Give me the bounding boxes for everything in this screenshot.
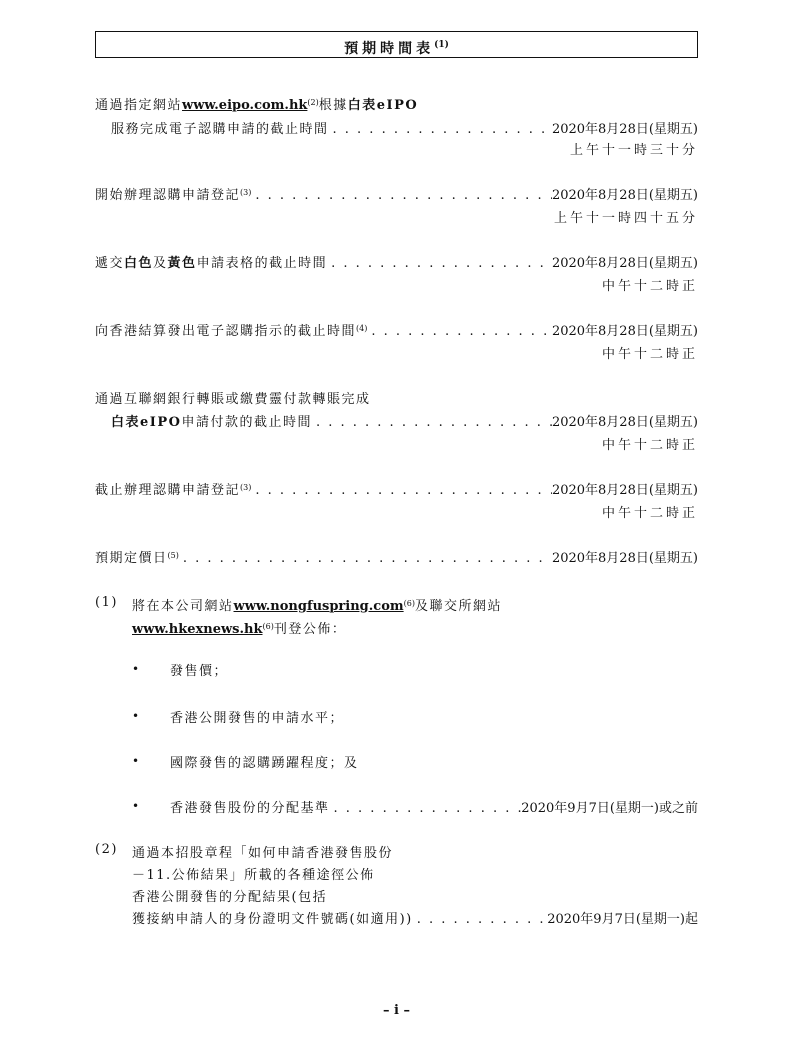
payment-label: 白表eIPO申請付款的截止時間 bbox=[111, 415, 312, 430]
leader-dots bbox=[329, 122, 552, 137]
forms-label: 遞交白色及黃色申請表格的截止時間 bbox=[95, 256, 328, 271]
price-date: 2020年8月28日(星期五) bbox=[551, 551, 698, 566]
payment-line1: 通過互聯網銀行轉賬或繳費靈付款轉賬完成 bbox=[95, 392, 371, 407]
bullet: • bbox=[132, 662, 140, 676]
payment-date: 2020年8月28日(星期五) bbox=[551, 415, 698, 430]
eipo-link[interactable]: www.eipo.com.hk bbox=[182, 98, 308, 113]
note2-line3: 香港公開發售的分配結果(包括 bbox=[132, 890, 328, 905]
page-number: – i – bbox=[383, 1003, 410, 1018]
note2-number: (2) bbox=[95, 842, 118, 857]
nongfuspring-link[interactable]: www.nongfuspring.com bbox=[233, 599, 404, 614]
leader-dots bbox=[312, 415, 552, 430]
close-lists-date: 2020年8月28日(星期五) bbox=[551, 483, 698, 498]
note1-line1: 將在本公司網站www.nongfuspring.com$^{(6)}$及聯交所網站 bbox=[132, 599, 502, 614]
hkexnews-link[interactable]: www.hkexnews.hk bbox=[132, 622, 263, 637]
eipo-row bbox=[111, 118, 698, 137]
page-title: 預期時間表 bbox=[344, 41, 435, 57]
note1-date: 2020年9月7日(星期一)或之前 bbox=[521, 801, 698, 816]
hkscc-label: 向香港結算發出電子認購指示的截止時間$^{(4)}$ bbox=[95, 324, 368, 339]
leader-dots bbox=[251, 483, 552, 498]
hkscc-row bbox=[95, 320, 698, 339]
payment-time: 中午十二時正 bbox=[601, 438, 698, 453]
bullet-allotment-row bbox=[170, 797, 698, 816]
leader-dots bbox=[367, 324, 552, 339]
bullet-application-level: 香港公開發售的申請水平； bbox=[170, 711, 345, 726]
open-lists-time: 上午十一時四十五分 bbox=[553, 211, 698, 226]
note2-line4: 獲接納申請人的身份證明文件號碼(如適用)) bbox=[132, 912, 413, 927]
close-lists-label: 截止辦理認購申請登記$^{(3)}$ bbox=[95, 483, 252, 498]
leader-dots bbox=[327, 256, 552, 271]
leader-dots bbox=[330, 801, 522, 816]
open-lists-date: 2020年8月28日(星期五) bbox=[551, 188, 698, 203]
price-row bbox=[95, 547, 698, 566]
close-lists-time: 中午十二時正 bbox=[601, 506, 698, 521]
hkscc-date: 2020年8月28日(星期五) bbox=[551, 324, 698, 339]
close-lists-row bbox=[95, 479, 698, 498]
eipo-text-a: 通過指定網站 bbox=[95, 98, 183, 113]
note2-date: 2020年9月7日(星期一)起 bbox=[547, 912, 698, 927]
bullet-offer-price: 發售價； bbox=[170, 664, 229, 679]
bullet-indication-interest: 國際發售的認購踴躍程度；及 bbox=[170, 756, 359, 771]
leader-dots bbox=[413, 912, 548, 927]
open-lists-label: 開始辦理認購申請登記$^{(3)}$ bbox=[95, 188, 252, 203]
note1-line2: www.hkexnews.hk$^{(6)}$刊登公佈： bbox=[132, 622, 347, 637]
note2-line1: 通過本招股章程「如何申請香港發售股份 bbox=[132, 846, 394, 861]
eipo-text-b: 根據 bbox=[318, 98, 348, 113]
payment-row bbox=[111, 411, 698, 430]
eipo-text-c: 白表eIPO bbox=[347, 98, 419, 113]
bullet: • bbox=[132, 754, 140, 768]
bullet-allotment-basis: 香港發售股份的分配基準 bbox=[170, 801, 330, 816]
leader-dots bbox=[251, 188, 552, 203]
title-box bbox=[95, 31, 698, 58]
forms-date: 2020年8月28日(星期五) bbox=[551, 256, 698, 271]
open-lists-row bbox=[95, 184, 698, 203]
eipo-date: 2020年8月28日(星期五) bbox=[551, 122, 698, 137]
eipo-note: (2) bbox=[307, 98, 319, 107]
title-note: (1) bbox=[434, 40, 449, 50]
price-label: 預期定價日$^{(5)}$ bbox=[95, 551, 179, 566]
note1-number: (1) bbox=[95, 595, 118, 610]
leader-dots bbox=[179, 551, 552, 566]
eipo-line1 bbox=[95, 94, 418, 113]
note2-row bbox=[132, 908, 698, 927]
bullet: • bbox=[132, 709, 140, 723]
eipo-time: 上午十一時三十分 bbox=[569, 143, 698, 158]
note2-line2: －11.公佈結果」所載的各種途徑公佈 bbox=[132, 868, 375, 883]
bullet: • bbox=[132, 799, 140, 813]
forms-time: 中午十二時正 bbox=[601, 279, 698, 294]
hkscc-time: 中午十二時正 bbox=[601, 347, 698, 362]
eipo-label: 服務完成電子認購申請的截止時間 bbox=[111, 122, 329, 137]
forms-row bbox=[95, 252, 698, 271]
